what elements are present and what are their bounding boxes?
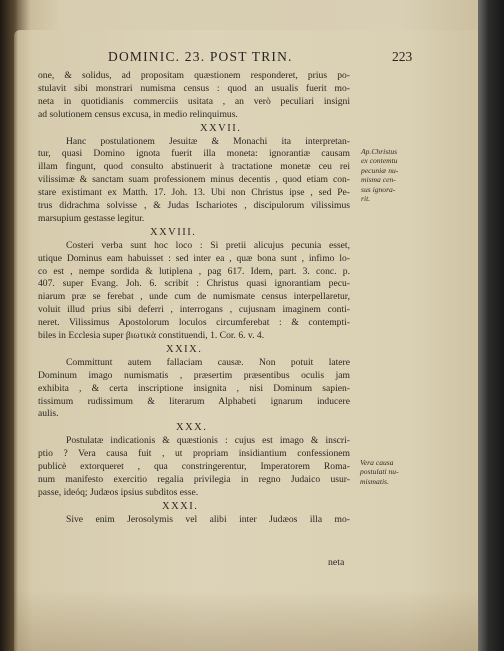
text-line: co est , nempe sordida & lutiplena , pag 617. Idem, part. 3. conc. p. [38,265,350,277]
text-line: biles in Ecclesia super βιωτικὰ constituendi, 1. Cor. 6. v. 4. [38,330,265,342]
margin-note-line: pecuniæ nu- [361,165,399,175]
text-line: aulis. [38,408,59,420]
text-line: marsupium gestasse legitur. [38,212,145,224]
section-number: XXVIII. [150,226,197,238]
margin-note-line: mismatis. [360,476,389,486]
text-line: tissimum rudissimum & literarum Alphabeti ignarum inducere [38,395,350,407]
text-line: neret. Vilissimus Apostolorum loculos circumferebat : & contempti- [38,317,350,329]
margin-note-1 [361,147,398,203]
text-line: voluit illud prius sibi deferri , interrogans , cujusnam imaginem conti- [38,304,350,316]
text-line: niarum præ se ferebat , unde cum de numismate census interpellaretur, [38,291,350,303]
margin-note-line: Vera causa [360,458,394,467]
text-line: 407. super Evang. Joh. 6. scribit : Christus quasi ignorantiam pecu- [38,278,350,290]
section-number: XXXI. [162,500,199,512]
text-line: one, & solidus, ad propositam quæstionem responderet, prius po- [38,70,350,81]
text-line: Postulatæ indicationis & quæstionis : cujus est imago & inscri- [66,435,350,447]
text-line: Dominum imago numismatis , præsertim præsentibus oculis jam [38,369,350,381]
main-text-block [38,70,350,527]
text-line: Hanc postulationem Jesuitæ & Monachi ita interpretan- [66,135,350,147]
margin-note-line: postulati nu- [360,467,399,477]
page-edge [478,0,504,651]
text-line: neta in quotidianis commerciis usitata , an verò peculiari insigni [38,95,350,107]
running-head: DOMINIC. 23. POST TRIN. [108,49,293,64]
section-number: XXIX. [166,343,203,355]
margin-note-line: ex contemtu [361,156,398,166]
paper-stain [14,590,479,651]
text-line: trus didrachma solvisse , & Judas Ischariotes , discipulorum vilissimus [38,200,350,212]
margin-note-line: sus ignora- [361,184,396,194]
page-number: 223 [392,49,413,64]
text-line: exhibita , & certa inscriptione insignita , nisi Dominum sapien- [38,382,350,394]
text-line: utique Dominus eam habuisset : sed inter ea , quæ bona sunt , infimo lo- [38,252,350,264]
text-line: stulavit sibi monstrari numisma census : quod an usualis fuerit mo- [38,82,350,94]
margin-note-2 [360,458,399,486]
section-number: XXVII. [200,122,242,134]
text-line: Costeri verba sunt hoc loco : Si pretii alicujus pecunia esset, [66,239,350,251]
margin-note-line: rit. [361,194,371,204]
text-line: ptio ? Vera causa fuit , ut propriam insidiantium confessionem [38,448,350,460]
text-line: Committunt autem fallaciam causæ. Non potuit latere [66,356,350,368]
gutter-shadow [0,0,18,651]
text-line: stare existimant ex Matth. 17. Joh. 13. Ubi non Christus ipse , sed Pe- [38,187,350,199]
text-line: vilissimæ & sanctam suam professionem minus decentis , quod etiam con- [38,174,350,186]
margin-note-line: misma cen- [361,175,396,185]
margin-note-line: Ap.Christus [361,147,398,156]
text-line: publicè extorqueret , qua constringerentur, Imperatorem Roma- [38,461,350,473]
text-line: ad solutionem census excusa, in medio relinquimus. [38,108,238,120]
catchword: neta [328,557,345,568]
text-line: tur, quasi Domino ignota fuerit illa moneta: ignorantiæ causam [38,148,350,160]
text-line: num manifesto exercitio regalia privilegia in regno Judaico usur- [38,474,350,486]
text-line: illam fingunt, quod consulto abstinuerit à tractatione monetæ ceu rei [38,161,350,173]
section-number: XXX. [176,422,208,434]
text-line: Sive enim Jerosolymis vel alibi inter Judæos illa mo- [66,513,350,525]
text-line: passe, ideóq; Judæos ipsius subditos esse. [38,486,199,498]
